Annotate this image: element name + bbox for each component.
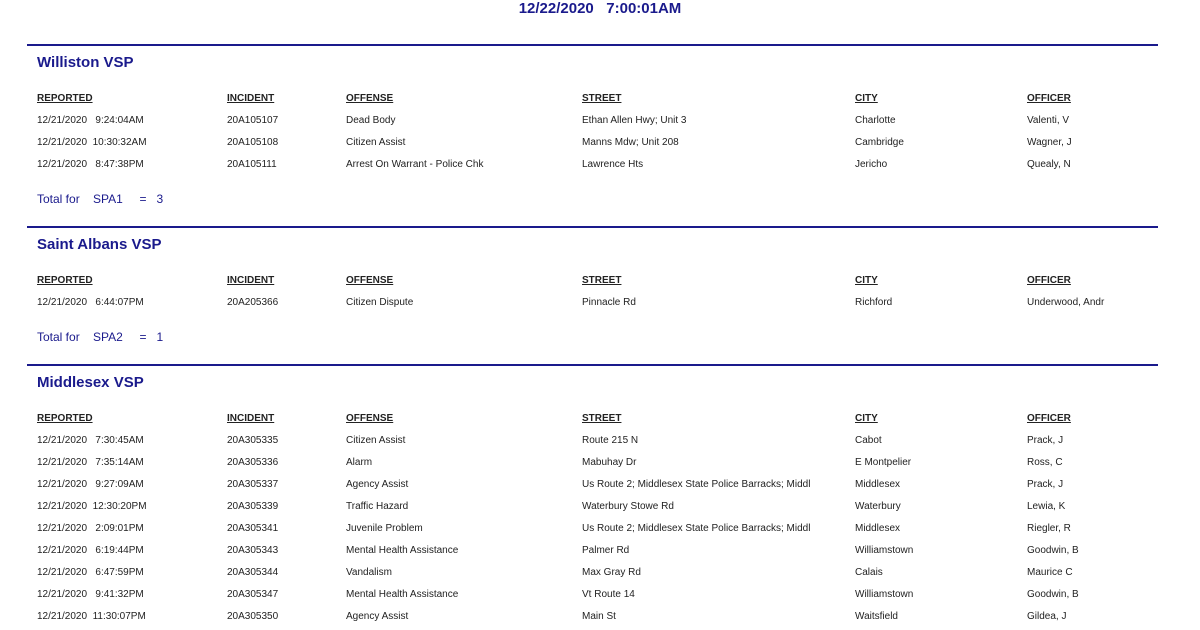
report-section (27, 226, 1158, 344)
cell-city: Middlesex (855, 523, 901, 534)
section-title: Williston VSP (37, 54, 134, 71)
table-row (27, 566, 1158, 580)
cell-incident: 20A105108 (227, 137, 279, 148)
cell-reported: 12/21/2020 9:27:09AM (37, 479, 144, 490)
cell-officer: Riegler, R (1027, 523, 1071, 534)
table-row (27, 456, 1158, 470)
column-header-officer: OFFICER (1027, 275, 1071, 286)
cell-city: Cabot (855, 435, 882, 446)
column-header-row (27, 92, 1158, 106)
table-row (27, 434, 1158, 448)
table-row (27, 588, 1158, 602)
section-total: Total for SPA2 = 1 (37, 330, 164, 344)
cell-reported: 12/21/2020 6:44:07PM (37, 297, 144, 308)
section-divider (27, 364, 1158, 366)
column-header-officer: OFFICER (1027, 413, 1071, 424)
cell-city: Jericho (855, 159, 888, 170)
column-header-incident: INCIDENT (227, 275, 275, 286)
cell-street: Palmer Rd (582, 545, 630, 556)
column-header-reported: REPORTED (37, 413, 93, 424)
cell-street: Us Route 2; Middlesex State Police Barracks; Middl (582, 479, 811, 490)
column-header-offense: OFFENSE (346, 413, 394, 424)
cell-city: E Montpelier (855, 457, 912, 468)
cell-incident: 20A305335 (227, 435, 279, 446)
cell-street: Pinnacle Rd (582, 297, 636, 308)
column-header-offense: OFFENSE (346, 93, 394, 104)
table-row (27, 610, 1158, 624)
cell-offense: Arrest On Warrant - Police Chk (346, 159, 484, 170)
cell-officer: Valenti, V (1027, 115, 1070, 126)
cell-street: Us Route 2; Middlesex State Police Barracks; Middl (582, 523, 811, 534)
table-row (27, 478, 1158, 492)
cell-incident: 20A105111 (227, 159, 277, 170)
section-total: Total for SPA1 = 3 (37, 192, 164, 206)
cell-city: Calais (855, 567, 883, 578)
cell-offense: Juvenile Problem (346, 523, 423, 534)
cell-city: Waitsfield (855, 611, 898, 622)
section-divider (27, 226, 1158, 228)
table-row (27, 114, 1158, 128)
cell-incident: 20A305343 (227, 545, 279, 556)
cell-reported: 12/21/2020 8:47:38PM (37, 159, 144, 170)
cell-offense: Mental Health Assistance (346, 545, 459, 556)
cell-reported: 12/21/2020 6:47:59PM (37, 567, 144, 578)
cell-incident: 20A305350 (227, 611, 279, 622)
cell-street: Max Gray Rd (582, 567, 641, 578)
cell-officer: Maurice C (1027, 567, 1073, 578)
cell-officer: Goodwin, B (1027, 589, 1079, 600)
column-header-incident: INCIDENT (227, 413, 275, 424)
cell-offense: Citizen Dispute (346, 297, 414, 308)
cell-street: Vt Route 14 (582, 589, 635, 600)
cell-street: Route 215 N (582, 435, 639, 446)
cell-city: Cambridge (855, 137, 904, 148)
cell-reported: 12/21/2020 12:30:20PM (37, 501, 147, 512)
table-row (27, 158, 1158, 172)
cell-offense: Agency Assist (346, 611, 409, 622)
cell-reported: 12/21/2020 7:35:14AM (37, 457, 144, 468)
cell-officer: Prack, J (1027, 435, 1064, 446)
column-header-incident: INCIDENT (227, 93, 275, 104)
cell-offense: Vandalism (346, 567, 392, 578)
column-header-street: STREET (582, 275, 622, 286)
column-header-row (27, 412, 1158, 426)
report-section (27, 364, 1158, 622)
cell-officer: Prack, J (1027, 479, 1064, 490)
column-header-offense: OFFENSE (346, 275, 394, 286)
cell-city: Williamstown (855, 545, 914, 556)
cell-offense: Traffic Hazard (346, 501, 409, 512)
cell-incident: 20A305344 (227, 567, 279, 578)
column-header-street: STREET (582, 93, 622, 104)
cell-reported: 12/21/2020 2:09:01PM (37, 523, 144, 534)
cell-offense: Dead Body (346, 115, 396, 126)
cell-officer: Underwood, Andr (1027, 297, 1105, 308)
cell-city: Williamstown (855, 589, 914, 600)
cell-incident: 20A205366 (227, 297, 279, 308)
column-header-reported: REPORTED (37, 275, 93, 286)
table-row (27, 522, 1158, 536)
cell-street: Main St (582, 611, 616, 622)
cell-street: Ethan Allen Hwy; Unit 3 (582, 115, 687, 126)
cell-officer: Goodwin, B (1027, 545, 1079, 556)
table-row (27, 544, 1158, 558)
cell-street: Lawrence Hts (582, 159, 644, 170)
cell-incident: 20A105107 (227, 115, 279, 126)
cell-officer: Gildea, J (1027, 611, 1067, 622)
cell-offense: Mental Health Assistance (346, 589, 459, 600)
cell-incident: 20A305339 (227, 501, 279, 512)
cell-street: Manns Mdw; Unit 208 (582, 137, 679, 148)
column-header-reported: REPORTED (37, 93, 93, 104)
cell-reported: 12/21/2020 11:30:07PM (37, 611, 146, 622)
cell-city: Charlotte (855, 115, 896, 126)
cell-incident: 20A305347 (227, 589, 279, 600)
cell-officer: Wagner, J (1027, 137, 1072, 148)
section-title: Middlesex VSP (37, 374, 144, 391)
cell-reported: 12/21/2020 6:19:44PM (37, 545, 144, 556)
cell-offense: Citizen Assist (346, 435, 406, 446)
cell-reported: 12/21/2020 7:30:45AM (37, 435, 144, 446)
cell-city: Richford (855, 297, 893, 308)
section-title: Saint Albans VSP (37, 236, 162, 253)
section-divider (27, 44, 1158, 46)
report-date: 12/22/2020 7:00:01AM (518, 0, 682, 17)
cell-offense: Alarm (346, 457, 373, 468)
cell-incident: 20A305341 (227, 523, 279, 534)
cell-officer: Lewia, K (1027, 501, 1066, 512)
table-row (27, 296, 1158, 310)
column-header-city: CITY (855, 275, 878, 286)
cell-reported: 12/21/2020 9:41:32PM (37, 589, 144, 600)
table-row (27, 136, 1158, 150)
cell-offense: Citizen Assist (346, 137, 406, 148)
cell-officer: Ross, C (1027, 457, 1063, 468)
column-header-row (27, 274, 1158, 288)
cell-city: Waterbury (855, 501, 901, 512)
report-section (27, 44, 1158, 206)
cell-city: Middlesex (855, 479, 901, 490)
cell-offense: Agency Assist (346, 479, 409, 490)
cell-reported: 12/21/2020 9:24:04AM (37, 115, 144, 126)
cell-street: Waterbury Stowe Rd (582, 501, 674, 512)
column-header-officer: OFFICER (1027, 93, 1071, 104)
table-row (27, 500, 1158, 514)
cell-officer: Quealy, N (1027, 159, 1071, 170)
column-header-city: CITY (855, 413, 878, 424)
column-header-street: STREET (582, 413, 622, 424)
cell-reported: 12/21/2020 10:30:32AM (37, 137, 147, 148)
cell-street: Mabuhay Dr (582, 457, 637, 468)
cell-incident: 20A305337 (227, 479, 279, 490)
cell-incident: 20A305336 (227, 457, 279, 468)
column-header-city: CITY (855, 93, 878, 104)
